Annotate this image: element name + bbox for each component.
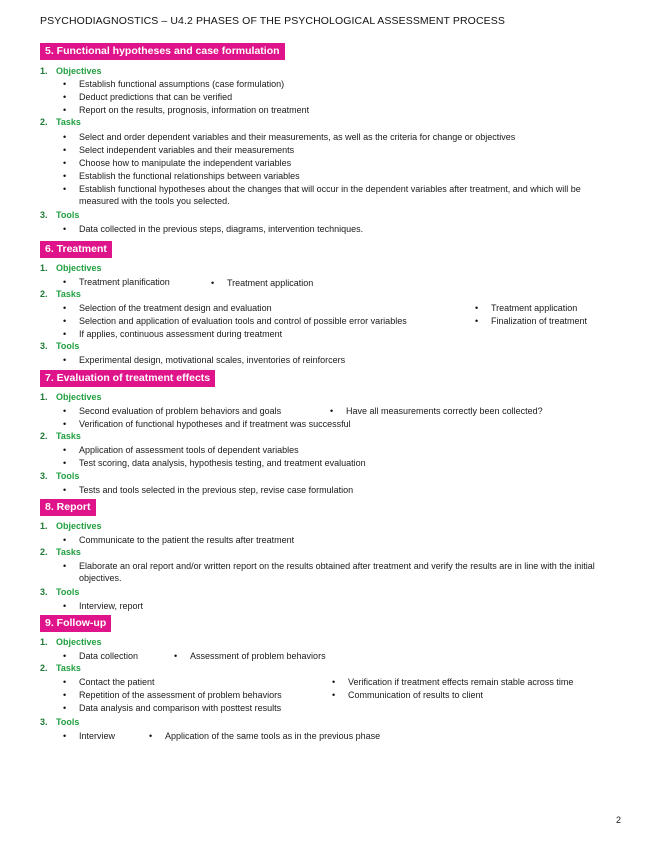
list-item: • Treatment application bbox=[227, 277, 313, 289]
s5-tasks-label: Tasks bbox=[56, 117, 81, 127]
s6-tasks-label: Tasks bbox=[56, 289, 81, 299]
s8-tasks-label: Tasks bbox=[56, 547, 81, 557]
s5-objectives-label: Objectives bbox=[56, 66, 102, 76]
section-7-title: 7. Evaluation of treatment effects bbox=[40, 370, 215, 387]
list-item: • Interview bbox=[79, 730, 115, 742]
list-item: • Interview, report bbox=[79, 600, 143, 612]
section-6-title: 6. Treatment bbox=[40, 241, 112, 258]
list-item: • If applies, continuous assessment during treatment bbox=[79, 328, 282, 340]
s6-objectives-label: Objectives bbox=[56, 263, 102, 273]
list-item: • Report on the results, prognosis, information on treatment bbox=[79, 104, 309, 116]
s9-tasks-heading bbox=[40, 663, 81, 673]
s5-tools-number: 3. bbox=[40, 210, 48, 220]
section-9-title: 9. Follow-up bbox=[40, 615, 111, 632]
list-item: • Communication of results to client bbox=[348, 689, 483, 701]
section-8-title: 8. Report bbox=[40, 499, 96, 516]
s5-tasks-heading bbox=[40, 117, 81, 127]
s8-tools-number: 3. bbox=[40, 587, 48, 597]
list-item: • Tests and tools selected in the previous step, revise case formulation bbox=[79, 484, 353, 496]
s5-tasks-number: 2. bbox=[40, 117, 48, 127]
list-item: • Second evaluation of problem behaviors and goals bbox=[79, 405, 281, 417]
s7-tasks-number: 2. bbox=[40, 431, 48, 441]
s6-tasks-number: 2. bbox=[40, 289, 48, 299]
list-item: • Choose how to manipulate the independent variables bbox=[79, 157, 291, 169]
list-item: • Application of assessment tools of dependent variables bbox=[79, 444, 299, 456]
s7-tasks-label: Tasks bbox=[56, 431, 81, 441]
s6-tasks-heading bbox=[40, 289, 81, 299]
s9-tools-number: 3. bbox=[40, 717, 48, 727]
list-item: • Test scoring, data analysis, hypothesis testing, and treatment evaluation bbox=[79, 457, 366, 469]
list-item: • Establish the functional relationships between variables bbox=[79, 170, 300, 182]
list-item: • Treatment planification bbox=[79, 276, 170, 288]
list-item: • Finalization of treatment bbox=[491, 315, 587, 327]
s7-tools-number: 3. bbox=[40, 471, 48, 481]
page-number: 2 bbox=[615, 815, 621, 825]
section-5-title: 5. Functional hypotheses and case formulation bbox=[40, 43, 285, 60]
s7-objectives-heading bbox=[40, 392, 102, 402]
s6-objectives-number: 1. bbox=[40, 263, 48, 273]
s8-tasks-number: 2. bbox=[40, 547, 48, 557]
s6-tools-label: Tools bbox=[56, 341, 80, 351]
list-item: • Select and order dependent variables and their measurements, as well as the criteria for change or objectives bbox=[79, 131, 515, 143]
s8-objectives-number: 1. bbox=[40, 521, 48, 531]
s6-objectives-heading bbox=[40, 263, 102, 273]
list-item: • Selection of the treatment design and evaluation bbox=[79, 302, 272, 314]
list-item: • Experimental design, motivational scales, inventories of reinforcers bbox=[79, 354, 345, 366]
list-item: • Selection and application of evaluation tools and control of possible error variables bbox=[79, 315, 407, 327]
list-item: • Select independent variables and their measurements bbox=[79, 144, 294, 156]
s8-tasks-heading bbox=[40, 547, 81, 557]
s8-objectives-heading bbox=[40, 521, 102, 531]
s5-tools-label: Tools bbox=[56, 210, 80, 220]
s7-tasks-heading bbox=[40, 431, 81, 441]
s9-objectives-heading bbox=[40, 637, 102, 647]
s8-tools-heading bbox=[40, 587, 79, 597]
s5-objectives-number: 1. bbox=[40, 66, 48, 76]
list-item: • Elaborate an oral report and/or written report on the results obtained after treatment and verify the results are in line with the initial objectives. bbox=[79, 560, 614, 584]
s5-tools-heading bbox=[40, 210, 79, 220]
s7-tools-heading bbox=[40, 471, 79, 481]
s9-objectives-number: 1. bbox=[40, 637, 48, 647]
list-item: • Communicate to the patient the results after treatment bbox=[79, 534, 294, 546]
list-item: • Establish functional assumptions (case formulation) bbox=[79, 78, 284, 90]
list-item: • Repetition of the assessment of problem behaviors bbox=[79, 689, 282, 701]
list-item: • Data collected in the previous steps, diagrams, intervention techniques. bbox=[79, 223, 363, 235]
s7-objectives-label: Objectives bbox=[56, 392, 102, 402]
list-item: • Verification if treatment effects remain stable across time bbox=[348, 676, 573, 688]
s9-objectives-label: Objectives bbox=[56, 637, 102, 647]
list-item: • Application of the same tools as in the previous phase bbox=[165, 730, 380, 742]
s7-objectives-number: 1. bbox=[40, 392, 48, 402]
s7-tools-label: Tools bbox=[56, 471, 80, 481]
s5-objectives-heading bbox=[40, 66, 102, 76]
s8-objectives-label: Objectives bbox=[56, 521, 102, 531]
list-item: • Treatment application bbox=[491, 302, 577, 314]
list-item: • Data collection bbox=[79, 650, 138, 662]
s9-tasks-label: Tasks bbox=[56, 663, 81, 673]
list-item: • Have all measurements correctly been collected? bbox=[346, 405, 543, 417]
s9-tools-label: Tools bbox=[56, 717, 80, 727]
s9-tools-heading bbox=[40, 717, 79, 727]
list-item: • Verification of functional hypotheses and if treatment was successful bbox=[79, 418, 351, 430]
list-item: • Assessment of problem behaviors bbox=[190, 650, 326, 662]
list-item: • Establish functional hypotheses about the changes that will occur in the dependent variables after treatment, and which will be measured with the tools you selected. bbox=[79, 183, 614, 207]
list-item: • Data analysis and comparison with posttest results bbox=[79, 702, 281, 714]
list-item: • Deduct predictions that can be verified bbox=[79, 91, 232, 103]
s6-tools-heading bbox=[40, 341, 79, 351]
list-item: • Contact the patient bbox=[79, 676, 155, 688]
page-header: PSYCHODIAGNOSTICS – U4.2 PHASES OF THE PSYCHOLOGICAL ASSESSMENT PROCESS bbox=[40, 15, 505, 27]
s8-tools-label: Tools bbox=[56, 587, 80, 597]
s6-tools-number: 3. bbox=[40, 341, 48, 351]
s9-tasks-number: 2. bbox=[40, 663, 48, 673]
